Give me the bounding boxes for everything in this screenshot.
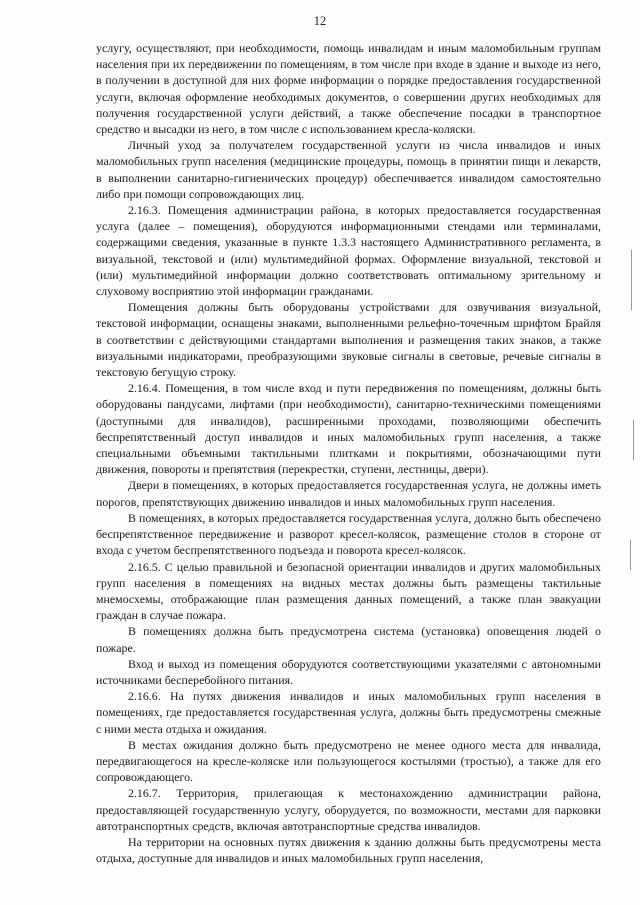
paragraph-7: В помещениях, в которых предоставляется государственная услуга, должно быть обеспечено беспрепятственное передвижение и разворот кресел-колясок, размещение столов в стороне от входа с учетом беспрепятственного подъезда и поворота кресел-колясок. (96, 510, 601, 558)
scan-artifact-line (631, 250, 632, 310)
paragraph-14: На территории на основных путях движения к зданию должны быть предусмотрены места отдыха, доступные для инвалидов и иных маломобильных групп населения, (96, 834, 601, 866)
paragraph-4: Помещения должны быть оборудованы устройствами для озвучивания визуальной, текстовой информации, оснащены знаками, выполненными рельефно-точечным шрифтом Брайля в соответствии с действующими стандартами выполнения и размещения таких знаков, а также визуальными индикаторами, преобразующими звуковые сигналы в световые, речевые сигналы в текстовую бегущую строку. (96, 300, 601, 380)
paragraph-8: 2.16.5. С целью правильной и безопасной ориентации инвалидов и других маломобильных групп населения в помещениях на видных местах должны быть размещены тактильные мнемосхемы, отображающие план размещения данных помещений, а также план эвакуации граждан в случае пожара. (96, 559, 601, 623)
page-number: 12 (313, 14, 327, 28)
paragraph-12: В местах ожидания должно быть предусмотрено не менее одного места для инвалида, передвигающегося на кресле-коляске или пользующегося костылями (тростью), а также для его сопровождающего. (96, 737, 601, 785)
paragraph-11: 2.16.6. На путях движения инвалидов и иных маломобильных групп населения в помещениях, где предоставляется государственная услуга, должны быть предусмотрены смежные с ними места отдыха и ожидания. (96, 689, 601, 736)
paragraph-2: Личный уход за получателем государственной услуги из числа инвалидов и иных маломобильных групп населения (медицинские процедуры, помощь в принятии пищи и лекарств, в выполнении санитарно-гигиенических процедур) обеспечивается инвалидом самостоятельно либо при помощи сопровождающих лиц. (96, 138, 601, 201)
paragraph-13: 2.16.7. Территория, прилегающая к местонахождению администрации района, предоставляющей государственную услугу, оборудуется, по возможности, местами для парковки автотранспортных средств, включая автотранспортные средства инвалидов. (96, 786, 601, 833)
paragraph-5: 2.16.4. Помещения, в том числе вход и пути передвижения по помещениям, должны быть оборудованы пандусами, лифтами (при необходимости), санитарно-техническими помещениями (доступными для инвалидов), расширенными проходами, позволяющими обеспечить беспрепятственный доступ инвалидов и иных маломобильных групп населения, а также специальными объемными тактильными плитками и покрытиями, обозначающими пути движения, повороты и препятствия (перекрестки, ступени, лестницы, двери). (96, 381, 601, 477)
scan-artifact-line (633, 420, 634, 460)
paragraph-1: услугу, осуществляют, при необходимости, помощь инвалидам и иным маломобильным группам населения при их передвижении по помещениям, в том числе при входе в здание и выходе из него, в получении в доступной для них форме информации о порядке предоставления государственной услуги, включая оформление необходимых документов, о совершении других необходимых для получения государственной услуги действий, а также обеспечение посадки в транспортное средство и высадки из него, в том числе с использованием кресла-коляски. (96, 41, 601, 137)
paragraph-10: Вход и выход из помещения оборудуются соответствующими указателями с автономными источниками бесперебойного питания. (96, 656, 601, 687)
paragraph-3: 2.16.3. Помещения администрации района, в которых предоставляется государственная услуга (далее – помещения), оборудуются информационными стендами или терминалами, содержащими сведения, указанные в пункте 1.3.3 настоящего Административного регламента, в визуальной, текстовой и (или) мультимедийной формах. Оформление визуальной, текстовой и (или) мультимедийной информации должно соответствовать оптимальному зрительному и слуховому восприятию этой информации гражданами. (96, 203, 601, 299)
scan-artifact-line (630, 540, 631, 570)
paragraph-6: Двери в помещениях, в которых предоставляется государственная услуга, не должны иметь порогов, препятствующих движению инвалидов и иных маломобильных групп населения. (96, 478, 601, 509)
document-body (96, 40, 601, 866)
paragraph-9: В помещениях должна быть предусмотрена система (установка) оповещения людей о пожаре. (96, 624, 601, 655)
